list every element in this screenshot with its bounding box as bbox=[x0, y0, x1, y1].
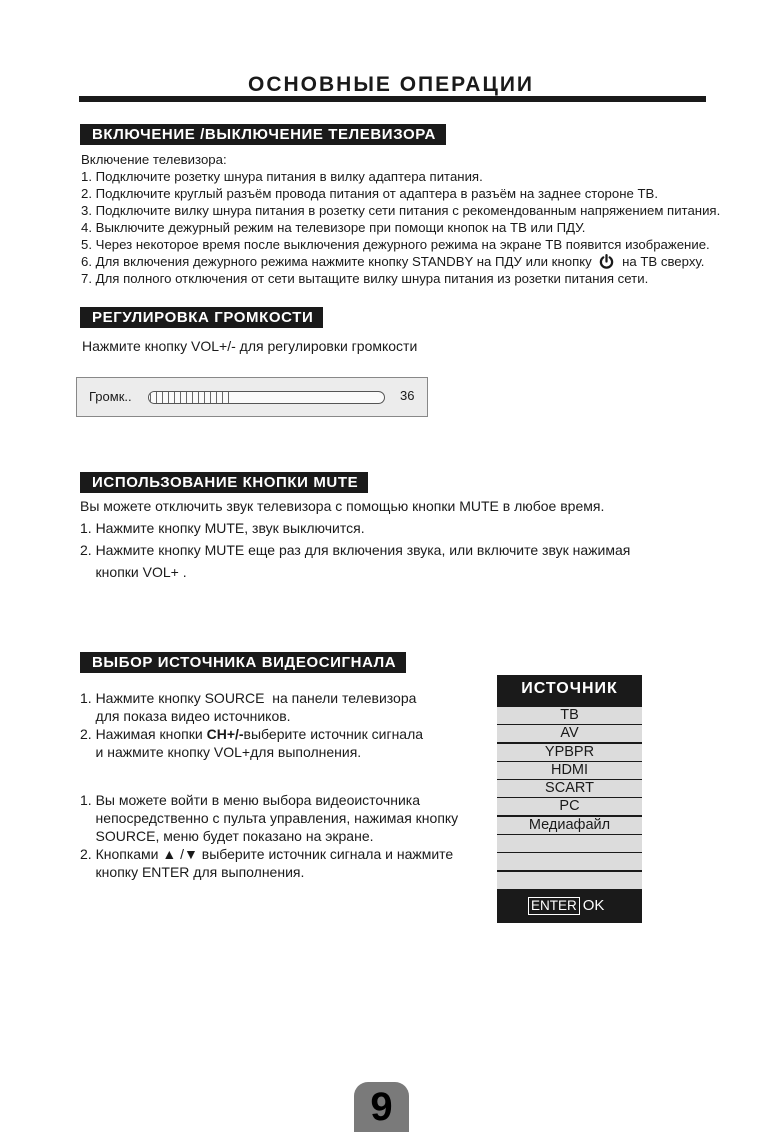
enter-key-label: ENTER bbox=[528, 897, 580, 915]
source-panel-instructions bbox=[80, 689, 423, 761]
power-step-5: 5. Через некоторое время после выключения дежурного режима на экране ТВ появится изображение. bbox=[81, 237, 710, 252]
power-step-3: 3. Подключите вилку шнура питания в розетку сети питания с рекомендованным напряжением питания. bbox=[81, 203, 721, 218]
source-remote-line-2: непосредственно с пульта управления, нажимая кнопку bbox=[80, 810, 459, 826]
power-step-6-end: на ТВ сверху. bbox=[622, 254, 705, 269]
source-remote-instructions bbox=[80, 791, 458, 881]
volume-instruction: Нажмите кнопку VOL+/- для регулировки громкости bbox=[82, 338, 418, 354]
power-icon bbox=[599, 254, 614, 269]
source-option-media[interactable]: Медиафайл bbox=[497, 817, 642, 834]
volume-bar-fill bbox=[149, 392, 234, 403]
volume-osd-label: Громк.. bbox=[89, 389, 132, 404]
source-menu bbox=[497, 675, 642, 923]
source-option-scart[interactable]: SCART bbox=[497, 780, 642, 797]
power-step-4: 4. Выключите дежурный режим на телевизоре при помощи кнопок на ТВ или ПДУ. bbox=[81, 220, 586, 235]
page-number-badge bbox=[354, 1082, 409, 1132]
power-step-6 bbox=[81, 253, 720, 270]
power-instructions bbox=[81, 151, 720, 287]
power-step-1: 1. Подключите розетку шнура питания в вилку адаптера питания. bbox=[81, 169, 483, 184]
mute-line-1: Вы можете отключить звук телевизора с помощью кнопки MUTE в любое время. bbox=[80, 498, 605, 514]
source-remote-line-1: 1. Вы можете войти в меню выбора видеоисточника bbox=[80, 792, 420, 808]
section-heading-mute: ИСПОЛЬЗОВАНИЕ КНОПКИ MUTE bbox=[80, 472, 368, 493]
source-remote-line-3: SOURCE, меню будет показано на экране. bbox=[80, 828, 374, 844]
source-option-ypbpr[interactable]: YPBPR bbox=[497, 744, 642, 761]
source-option-empty bbox=[497, 853, 642, 870]
mute-line-3: 2. Нажмите кнопку MUTE еще раз для включения звука, или включите звук нажимая bbox=[80, 542, 631, 558]
mute-line-2: 1. Нажмите кнопку MUTE, звук выключится. bbox=[80, 520, 365, 536]
source-remote-line-5: кнопку ENTER для выполнения. bbox=[80, 864, 305, 880]
source-option-empty bbox=[497, 835, 642, 852]
source-menu-title: ИСТОЧНИК bbox=[521, 680, 618, 697]
power-step-2: 2. Подключите круглый разъём провода питания от адаптера в разъём на заднее стороне ТВ. bbox=[81, 186, 658, 201]
volume-bar bbox=[148, 391, 385, 404]
page-title: ОСНОВНЫЕ ОПЕРАЦИИ bbox=[247, 73, 535, 96]
power-intro: Включение телевизора: bbox=[81, 152, 227, 167]
section-heading-power: ВКЛЮЧЕНИЕ /ВЫКЛЮЧЕНИЕ ТЕЛЕВИЗОРА bbox=[80, 124, 446, 145]
power-step-6-start: 6. Для включения дежурного режима нажмите кнопку STANDBY на ПДУ или кнопку bbox=[81, 254, 592, 269]
source-panel-line-3-start: 2. Нажимая кнопки bbox=[80, 726, 207, 742]
power-step-7: 7. Для полного отключения от сети вытащите вилку шнура питания из розетки питания сети. bbox=[81, 271, 649, 286]
source-panel-line-2: для показа видео источников. bbox=[80, 708, 291, 724]
source-panel-line-3-end: выберите источник сигнала bbox=[243, 726, 424, 742]
source-panel-line-3-bold: CH+/- bbox=[206, 726, 244, 742]
title-rule bbox=[79, 96, 706, 102]
section-heading-volume: РЕГУЛИРОВКА ГРОМКОСТИ bbox=[80, 307, 323, 328]
mute-line-4: кнопки VOL+ . bbox=[80, 564, 187, 580]
mute-instructions bbox=[80, 495, 630, 583]
volume-osd-value: 36 bbox=[400, 388, 415, 403]
source-panel-line-3 bbox=[80, 725, 423, 743]
source-panel-line-4: и нажмите кнопку VOL+для выполнения. bbox=[80, 744, 362, 760]
page-number: 9 bbox=[370, 1085, 393, 1129]
source-option-hdmi[interactable]: HDMI bbox=[497, 762, 642, 779]
ok-label: OK bbox=[582, 897, 605, 914]
source-menu-list bbox=[497, 707, 642, 890]
section-heading-source: ВЫБОР ИСТОЧНИКА ВИДЕОСИГНАЛА bbox=[80, 652, 406, 673]
volume-osd bbox=[76, 377, 428, 417]
source-option-av[interactable]: AV bbox=[497, 725, 642, 742]
source-option-empty bbox=[497, 872, 642, 889]
source-option-pc[interactable]: PC bbox=[497, 798, 642, 815]
source-panel-line-1: 1. Нажмите кнопку SOURCE на панели телевизора bbox=[80, 690, 417, 706]
source-option-tv[interactable]: ТВ bbox=[497, 707, 642, 724]
source-menu-footer bbox=[528, 897, 604, 915]
source-remote-line-4: 2. Кнопками ▲ /▼ выберите источник сигнала и нажмите bbox=[80, 846, 454, 862]
